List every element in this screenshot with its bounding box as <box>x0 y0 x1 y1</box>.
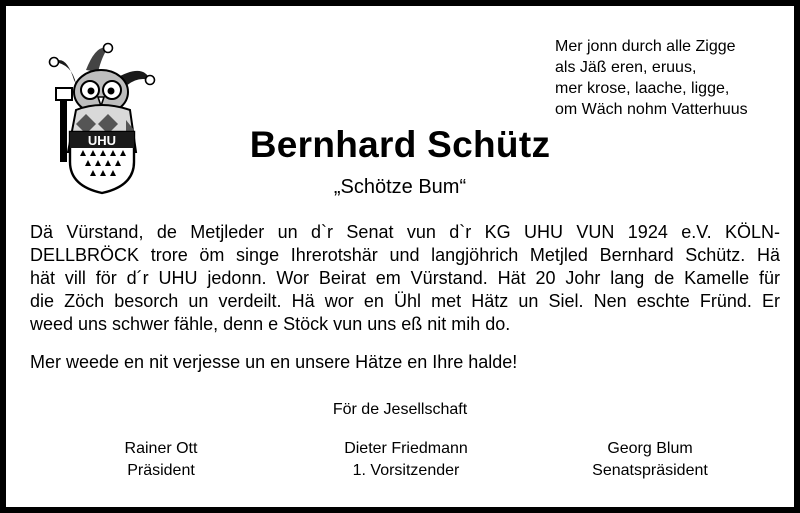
uhu-owl-jester-emblem-icon <box>46 40 156 195</box>
tribute-paragraph <box>30 221 780 336</box>
signatory <box>61 438 261 482</box>
tribute-line: DELLBRÖCK trore öm singe Ihrerotshär und langjöhrich Metjled Bernhard Schütz. Hä <box>30 245 780 265</box>
signatory-title: Präsident <box>127 462 195 479</box>
tribute-line: Dä Vürstand, de Metjleder un d`r Senat vun d`r KG UHU VUN 1924 e.V. KÖLN- <box>30 222 780 242</box>
remembrance-paragraph <box>30 351 780 374</box>
remembrance-line: Mer weede en nit verjesse un en unsere Hätze en Ihre halde! <box>30 352 518 372</box>
tribute-line: weed uns schwer fähle, denn e Stöck vun uns eß nit mih do. <box>30 314 511 334</box>
signatory <box>550 438 750 482</box>
poem-line: om Wäch nohm Vatterhuus <box>555 101 748 118</box>
deceased-name: Bernhard Schütz <box>249 124 551 165</box>
signatory-name: Rainer Ott <box>124 440 198 457</box>
signatory-title: Senatspräsident <box>592 462 708 479</box>
signatory <box>306 438 506 482</box>
signatory-title: 1. Vorsitzender <box>352 462 460 479</box>
deceased-nickname: „Schötze Bum“ <box>333 176 467 198</box>
signatory-name: Georg Blum <box>607 440 693 457</box>
poem-line: als Jäß eren, eruus, <box>555 59 697 76</box>
signatory-name: Dieter Friedmann <box>344 440 468 457</box>
tribute-line: hät vill för d´r UHU jedonn. Wor Beirat em Vürstand. Hät 20 Johr lang de Kamelle für <box>30 268 780 288</box>
logo-text: UHU <box>87 133 117 148</box>
tribute-line: die Zöch besorch un verdeilt. Hä wor en Ühl met Hätz un Siel. Nen eschte Fründ. Er <box>30 291 780 311</box>
poem-line: Mer jonn durch alle Zigge <box>555 38 736 55</box>
poem-verse <box>555 36 795 120</box>
poem-line: mer krose, laache, ligge, <box>555 80 730 97</box>
closing-line: För de Jesellschaft <box>332 401 468 418</box>
